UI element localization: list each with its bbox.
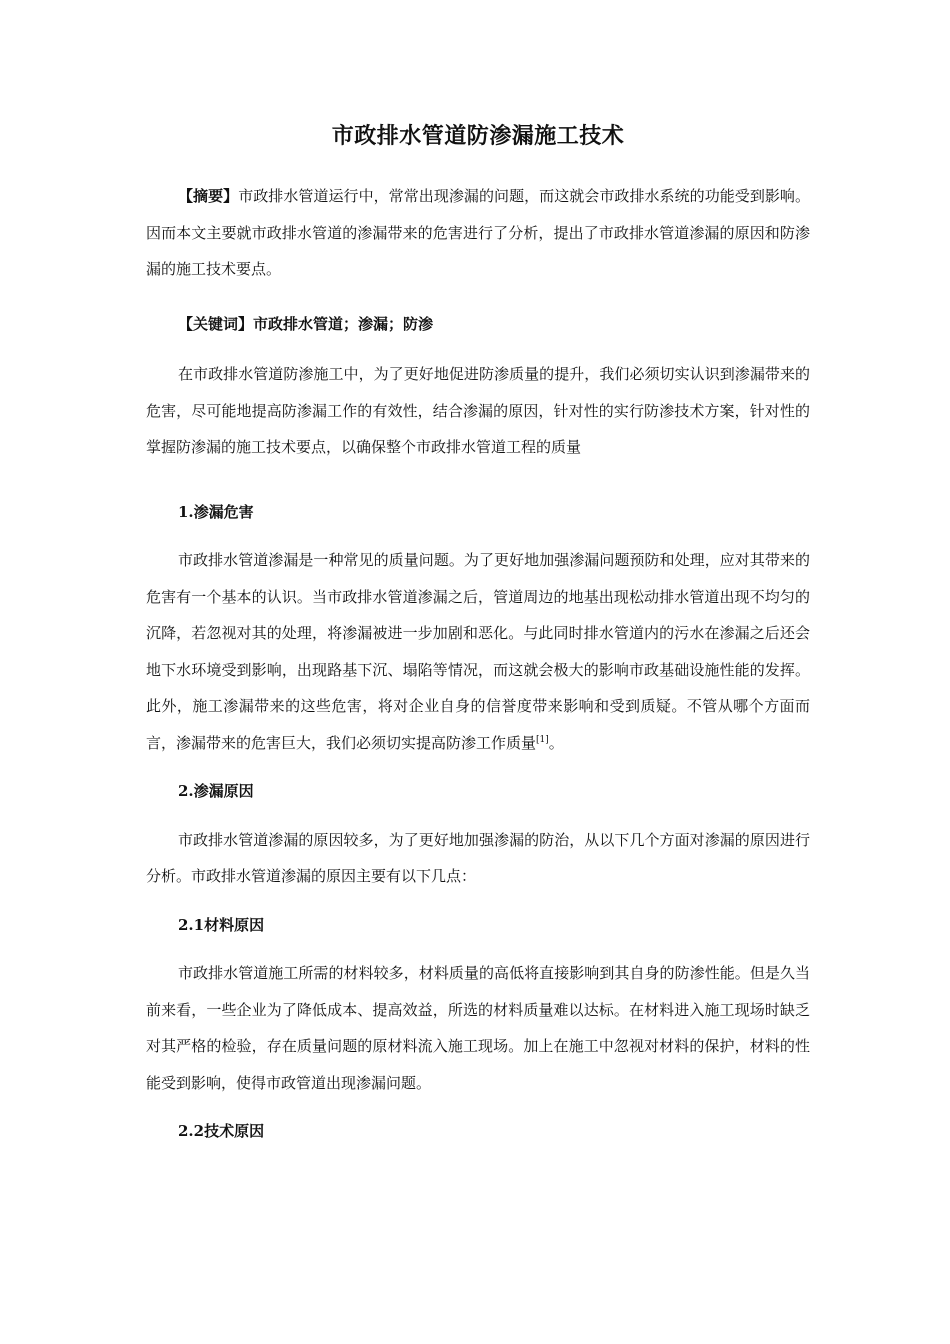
section-heading-2: 2.渗漏原因: [178, 782, 254, 800]
section-heading-2-2: 2.2技术原因: [178, 1122, 265, 1140]
abstract-paragraph: [146, 178, 810, 288]
abstract-text: 市政排水管道运行中，常常出现渗漏的问题，而这就会市政排水系统的功能受到影响。因而本文主要就市政排水管道的渗漏带来的危害进行了分析，提出了市政排水管道渗漏的原因和防渗漏的施工技术要点。: [146, 187, 810, 278]
abstract-label: 【摘要】: [178, 187, 239, 205]
document-title: 市政排水管道防渗漏施工技术: [331, 123, 625, 149]
document-page: [146, 118, 810, 1162]
citation-ref: [1]: [536, 734, 549, 745]
keywords-paragraph: [146, 306, 810, 343]
section-2-paragraph: 市政排水管道渗漏的原因较多，为了更好地加强渗漏的防治，从以下几个方面对渗漏的原因进行分析。市政排水管道渗漏的原因主要有以下几点：: [146, 830, 810, 885]
section-1-paragraph: [146, 542, 810, 761]
section-1-text: 市政排水管道渗漏是一种常见的质量问题。为了更好地加强渗漏问题预防和处理，应对其带来的危害有一个基本的认识。当市政排水管道渗漏之后，管道周边的地基出现松动排水管道出现不均匀的沉降，若忽视对其的处理，将渗漏被进一步加剧和恶化。与此同时排水管道内的污水在渗漏之后还会地下水环境受到影响，出现路基下沉、塌陷等情况，而这就会极大的影响市政基础设施性能的发挥。此外，施工渗漏带来的这些危害，将对企业自身的信誉度带来影响和受到质疑。不管从哪个方面而言，渗漏带来的危害巨大，我们必须切实提高防渗工作质量: [146, 551, 810, 752]
section-2-1-paragraph: 市政排水管道施工所需的材料较多，材料质量的高低将直接影响到其自身的防渗性能。但是久当前来看，一些企业为了降低成本、提高效益，所选的材料质量难以达标。在材料进入施工现场时缺乏对其严格的检验，存在质量问题的原材料流入施工现场。加上在施工中忽视对材料的保护，材料的性能受到影响，使得市政管道出现渗漏问题。: [146, 964, 810, 1092]
keywords-label: 【关键词】: [178, 314, 254, 333]
section-heading-2-1: 2.1材料原因: [178, 915, 265, 934]
keywords-text: 市政排水管道；渗漏；防渗: [253, 314, 434, 333]
section-1-end: 。: [548, 733, 564, 752]
intro-paragraph: 在市政排水管道防渗施工中，为了更好地促进防渗质量的提升，我们必须切实认识到渗漏带来的危害，尽可能地提高防渗漏工作的有效性，结合渗漏的原因，针对性的实行防渗技术方案，针对性的掌握防渗漏的施工技术要点，以确保整个市政排水管道工程的质量: [146, 365, 810, 456]
section-heading-1: 1.渗漏危害: [178, 502, 254, 521]
